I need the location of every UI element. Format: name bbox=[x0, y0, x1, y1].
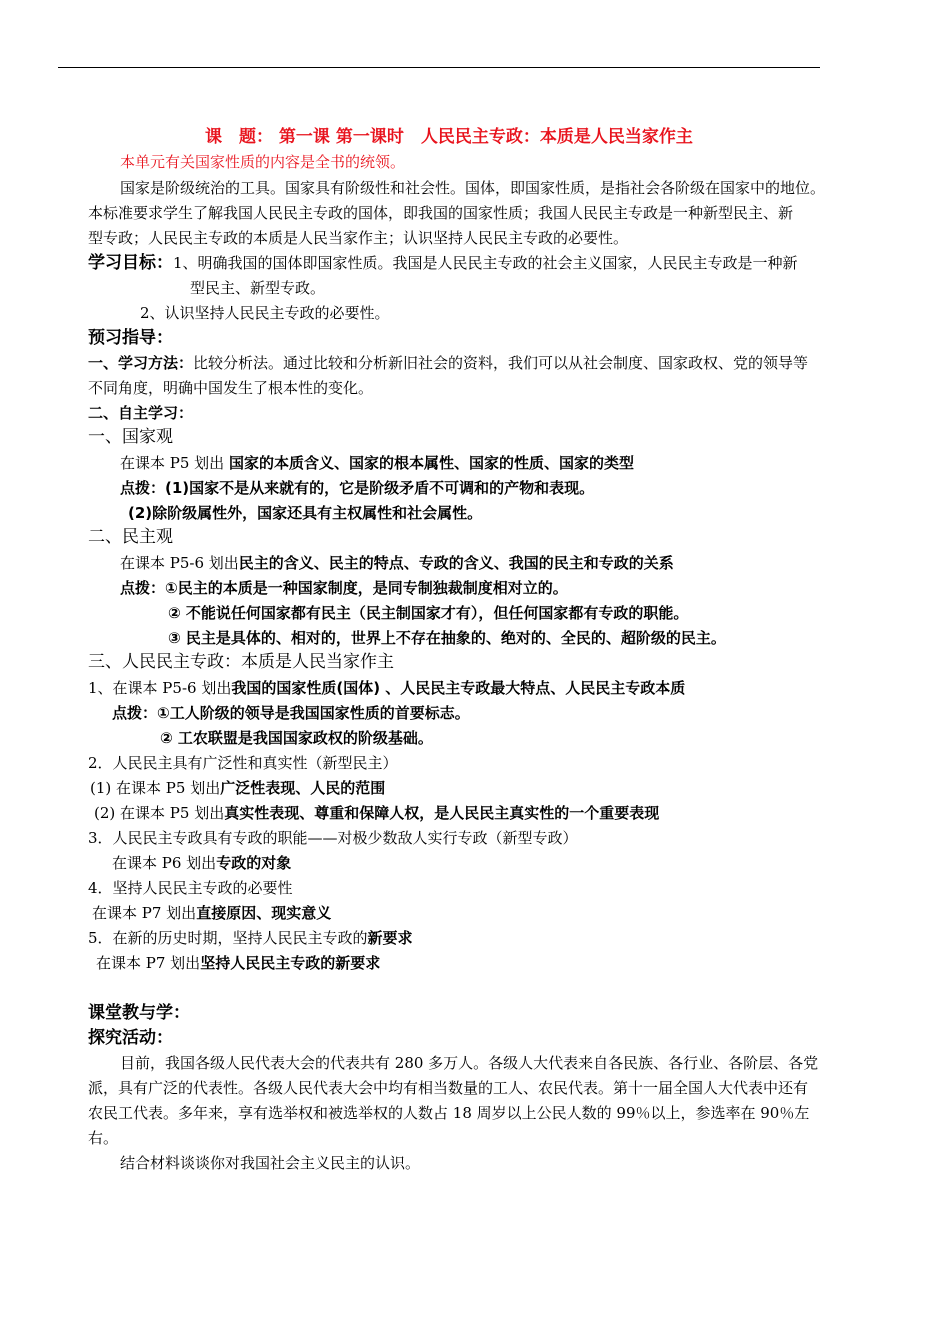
goal-2: 2、认识坚持人民民主专政的必要性。 bbox=[140, 304, 390, 322]
task-prefix: 在课本 P7 划出 bbox=[92, 904, 197, 922]
task-prefix: 在课本 P5-6 划出 bbox=[120, 554, 239, 572]
material-line-4: 右。 bbox=[88, 1129, 119, 1147]
goal-1-continued: 型民主、新型专政。 bbox=[190, 279, 326, 297]
task-highlight: 专政的对象 bbox=[216, 854, 292, 872]
section-2-tip-3: ③ 民主是具体的、相对的，世界上不存在抽象的、绝对的、全民的、超阶级的民主。 bbox=[168, 629, 726, 647]
section-1-task bbox=[120, 451, 634, 475]
task-prefix: 在课本 P7 划出 bbox=[96, 954, 201, 972]
item-1 bbox=[88, 676, 685, 700]
section-1-tip-1: 点拨：(1)国家不是从来就有的，它是阶级矛盾不可调和的产物和表现。 bbox=[120, 479, 595, 497]
section-1-tip-2: (2)除阶级属性外，国家还具有主权属性和社会属性。 bbox=[128, 504, 483, 522]
page-title: 课 题： 第一课 第一课时 人民民主专政：本质是人民当家作主 bbox=[205, 127, 693, 147]
unit-note: 本单元有关国家性质的内容是全书的统领。 bbox=[120, 153, 406, 171]
item-2a bbox=[90, 776, 385, 800]
method-line bbox=[88, 351, 808, 375]
question: 结合材料谈谈你对我国社会主义民主的认识。 bbox=[120, 1154, 421, 1172]
item-2: 2．人民民主具有广泛性和真实性（新型民主） bbox=[88, 754, 398, 772]
method-text-2: 不同角度，明确中国发生了根本性的变化。 bbox=[88, 379, 374, 397]
material-line-1: 目前，我国各级人民代表大会的代表共有 280 多万人。各级人大代表来自各民族、各行业、各阶层、各党 bbox=[120, 1054, 819, 1072]
explore-label: 探究活动： bbox=[88, 1028, 173, 1048]
task-prefix: 在课本 P5 划出 bbox=[120, 454, 229, 472]
goals-label: 学习目标： bbox=[88, 253, 173, 273]
preview-label: 预习指导： bbox=[88, 328, 173, 348]
section-3-heading: 三、人民民主专政：本质是人民当家作主 bbox=[88, 652, 394, 672]
task-prefix: 5．在新的历史时期，坚持人民民主专政的 bbox=[88, 929, 368, 947]
task-highlight: 新要求 bbox=[367, 929, 413, 947]
task-highlight: 民主的含义、民主的特点、专政的含义、我国的民主和专政的关系 bbox=[238, 554, 674, 572]
method-label: 一、学习方法： bbox=[88, 354, 194, 372]
classroom-label: 课堂教与学： bbox=[88, 1003, 190, 1023]
section-1-heading: 一、国家观 bbox=[88, 427, 173, 447]
item-3a bbox=[112, 851, 291, 875]
task-prefix: 1、在课本 P5-6 划出 bbox=[88, 679, 232, 697]
section-2-tip-1: 点拨：①民主的本质是一种国家制度，是同专制独裁制度相对立的。 bbox=[120, 579, 568, 597]
task-highlight: 国家的本质含义、国家的根本属性、国家的性质、国家的类型 bbox=[228, 454, 634, 472]
task-highlight: 真实性表现、尊重和保障人权，是人民民主真实性的一个重要表现 bbox=[224, 804, 660, 822]
intro-line-3: 型专政；人民民主专政的本质是人民当家作主；认识坚持人民民主专政的必要性。 bbox=[88, 229, 629, 247]
section-2-tip-2: ② 不能说任何国家都有民主（民主制国家才有），但任何国家都有专政的职能。 bbox=[168, 604, 689, 622]
goal-1: 1、明确我国的国体即国家性质。我国是人民民主专政的社会主义国家，人民民主专政是一种新 bbox=[173, 254, 798, 272]
intro-line-1: 国家是阶级统治的工具。国家具有阶级性和社会性。国体，即国家性质，是指社会各阶级在国家中的地位。 bbox=[120, 179, 826, 197]
self-study-label: 二、自主学习： bbox=[88, 404, 194, 422]
task-prefix: (2) 在课本 P5 划出 bbox=[94, 804, 225, 822]
task-highlight: 我国的国家性质(国体) 、人民民主专政最大特点、人民民主专政本质 bbox=[231, 679, 686, 697]
item-1-tip-1: 点拨：①工人阶级的领导是我国国家性质的首要标志。 bbox=[112, 704, 470, 722]
task-prefix: (1) 在课本 P5 划出 bbox=[90, 779, 221, 797]
item-1-tip-2: ② 工农联盟是我国国家政权的阶级基础。 bbox=[160, 729, 433, 747]
material-line-2: 派，具有广泛的代表性。各级人民代表大会中均有相当数量的工人、农民代表。第十一届全国人大代表中还有 bbox=[88, 1079, 809, 1097]
method-text: 比较分析法。通过比较和分析新旧社会的资料，我们可以从社会制度、国家政权、党的领导等 bbox=[193, 354, 809, 372]
section-2-heading: 二、民主观 bbox=[88, 527, 173, 547]
goal-line-1 bbox=[88, 251, 798, 275]
item-4a bbox=[92, 901, 331, 925]
header-rule bbox=[58, 67, 820, 68]
task-highlight: 广泛性表现、人民的范围 bbox=[220, 779, 386, 797]
material-line-3: 农民工代表。多年来，享有选举权和被选举权的人数占 18 周岁以上公民人数的 99％以上，参选率在 90％左 bbox=[88, 1104, 810, 1122]
item-3: 3．人民民主专政具有专政的职能——对极少数敌人实行专政（新型专政） bbox=[88, 829, 578, 847]
item-4: 4．坚持人民民主专政的必要性 bbox=[88, 879, 293, 897]
intro-line-2: 本标准要求学生了解我国人民民主专政的国体，即我国的国家性质；我国人民民主专政是一种新型民主、新 bbox=[88, 204, 794, 222]
task-highlight: 坚持人民民主专政的新要求 bbox=[200, 954, 381, 972]
section-2-task bbox=[120, 551, 674, 575]
task-highlight: 直接原因、现实意义 bbox=[196, 904, 332, 922]
item-2b bbox=[94, 801, 659, 825]
task-prefix: 在课本 P6 划出 bbox=[112, 854, 217, 872]
item-5a bbox=[96, 951, 380, 975]
item-5 bbox=[88, 926, 413, 950]
